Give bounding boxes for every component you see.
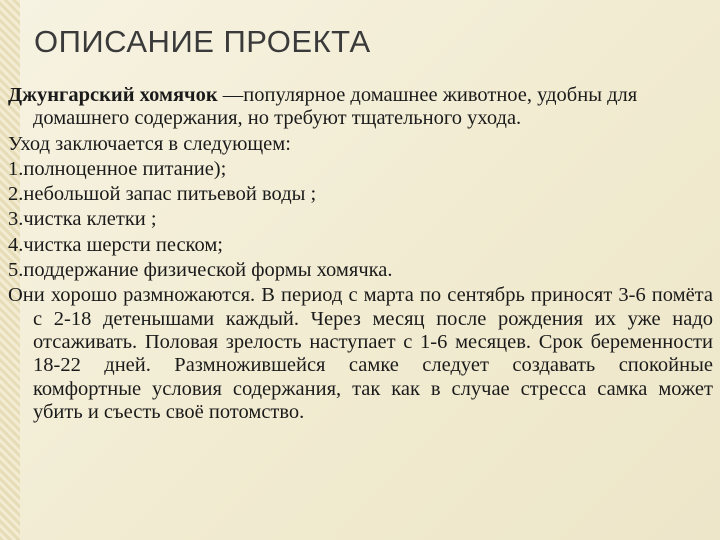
care-item: 2.небольшой запас питьевой воды ; — [8, 183, 317, 206]
hamster-name: Джунгарский хомячок — [8, 84, 218, 106]
slide-body — [8, 84, 713, 426]
intro-text: —популярное домашнее животное, удобны для домашнего содержания, но требуют тщательного ухода. — [33, 84, 638, 130]
care-item: 5.поддержание физической формы хомячка. — [8, 259, 393, 282]
care-item: 4.чистка шерсти песком; — [8, 233, 223, 256]
care-item: 1.полноценное питание); — [8, 157, 227, 180]
breeding-paragraph: Они хорошо размножаются. В период с марта по сентябрь приносят 3-6 помёта с 2-18 детенышами каждый. Через месяц после рождения их уже надо отсаживать. Половая зрелость наступает с 1-6 месяцев. Срок беременности 18-22 дней. Размножившейся самке следует создавать спокойные комфортные условия содержания, так как в случае стресса самка может убить и съесть своё потомство. — [8, 284, 713, 423]
care-item: 3.чистка клетки ; — [8, 208, 157, 231]
care-heading: Уход заключается в следующем: — [8, 132, 291, 155]
intro-paragraph — [8, 84, 713, 131]
slide-title: ОПИСАНИЕ ПРОЕКТА — [34, 24, 371, 59]
